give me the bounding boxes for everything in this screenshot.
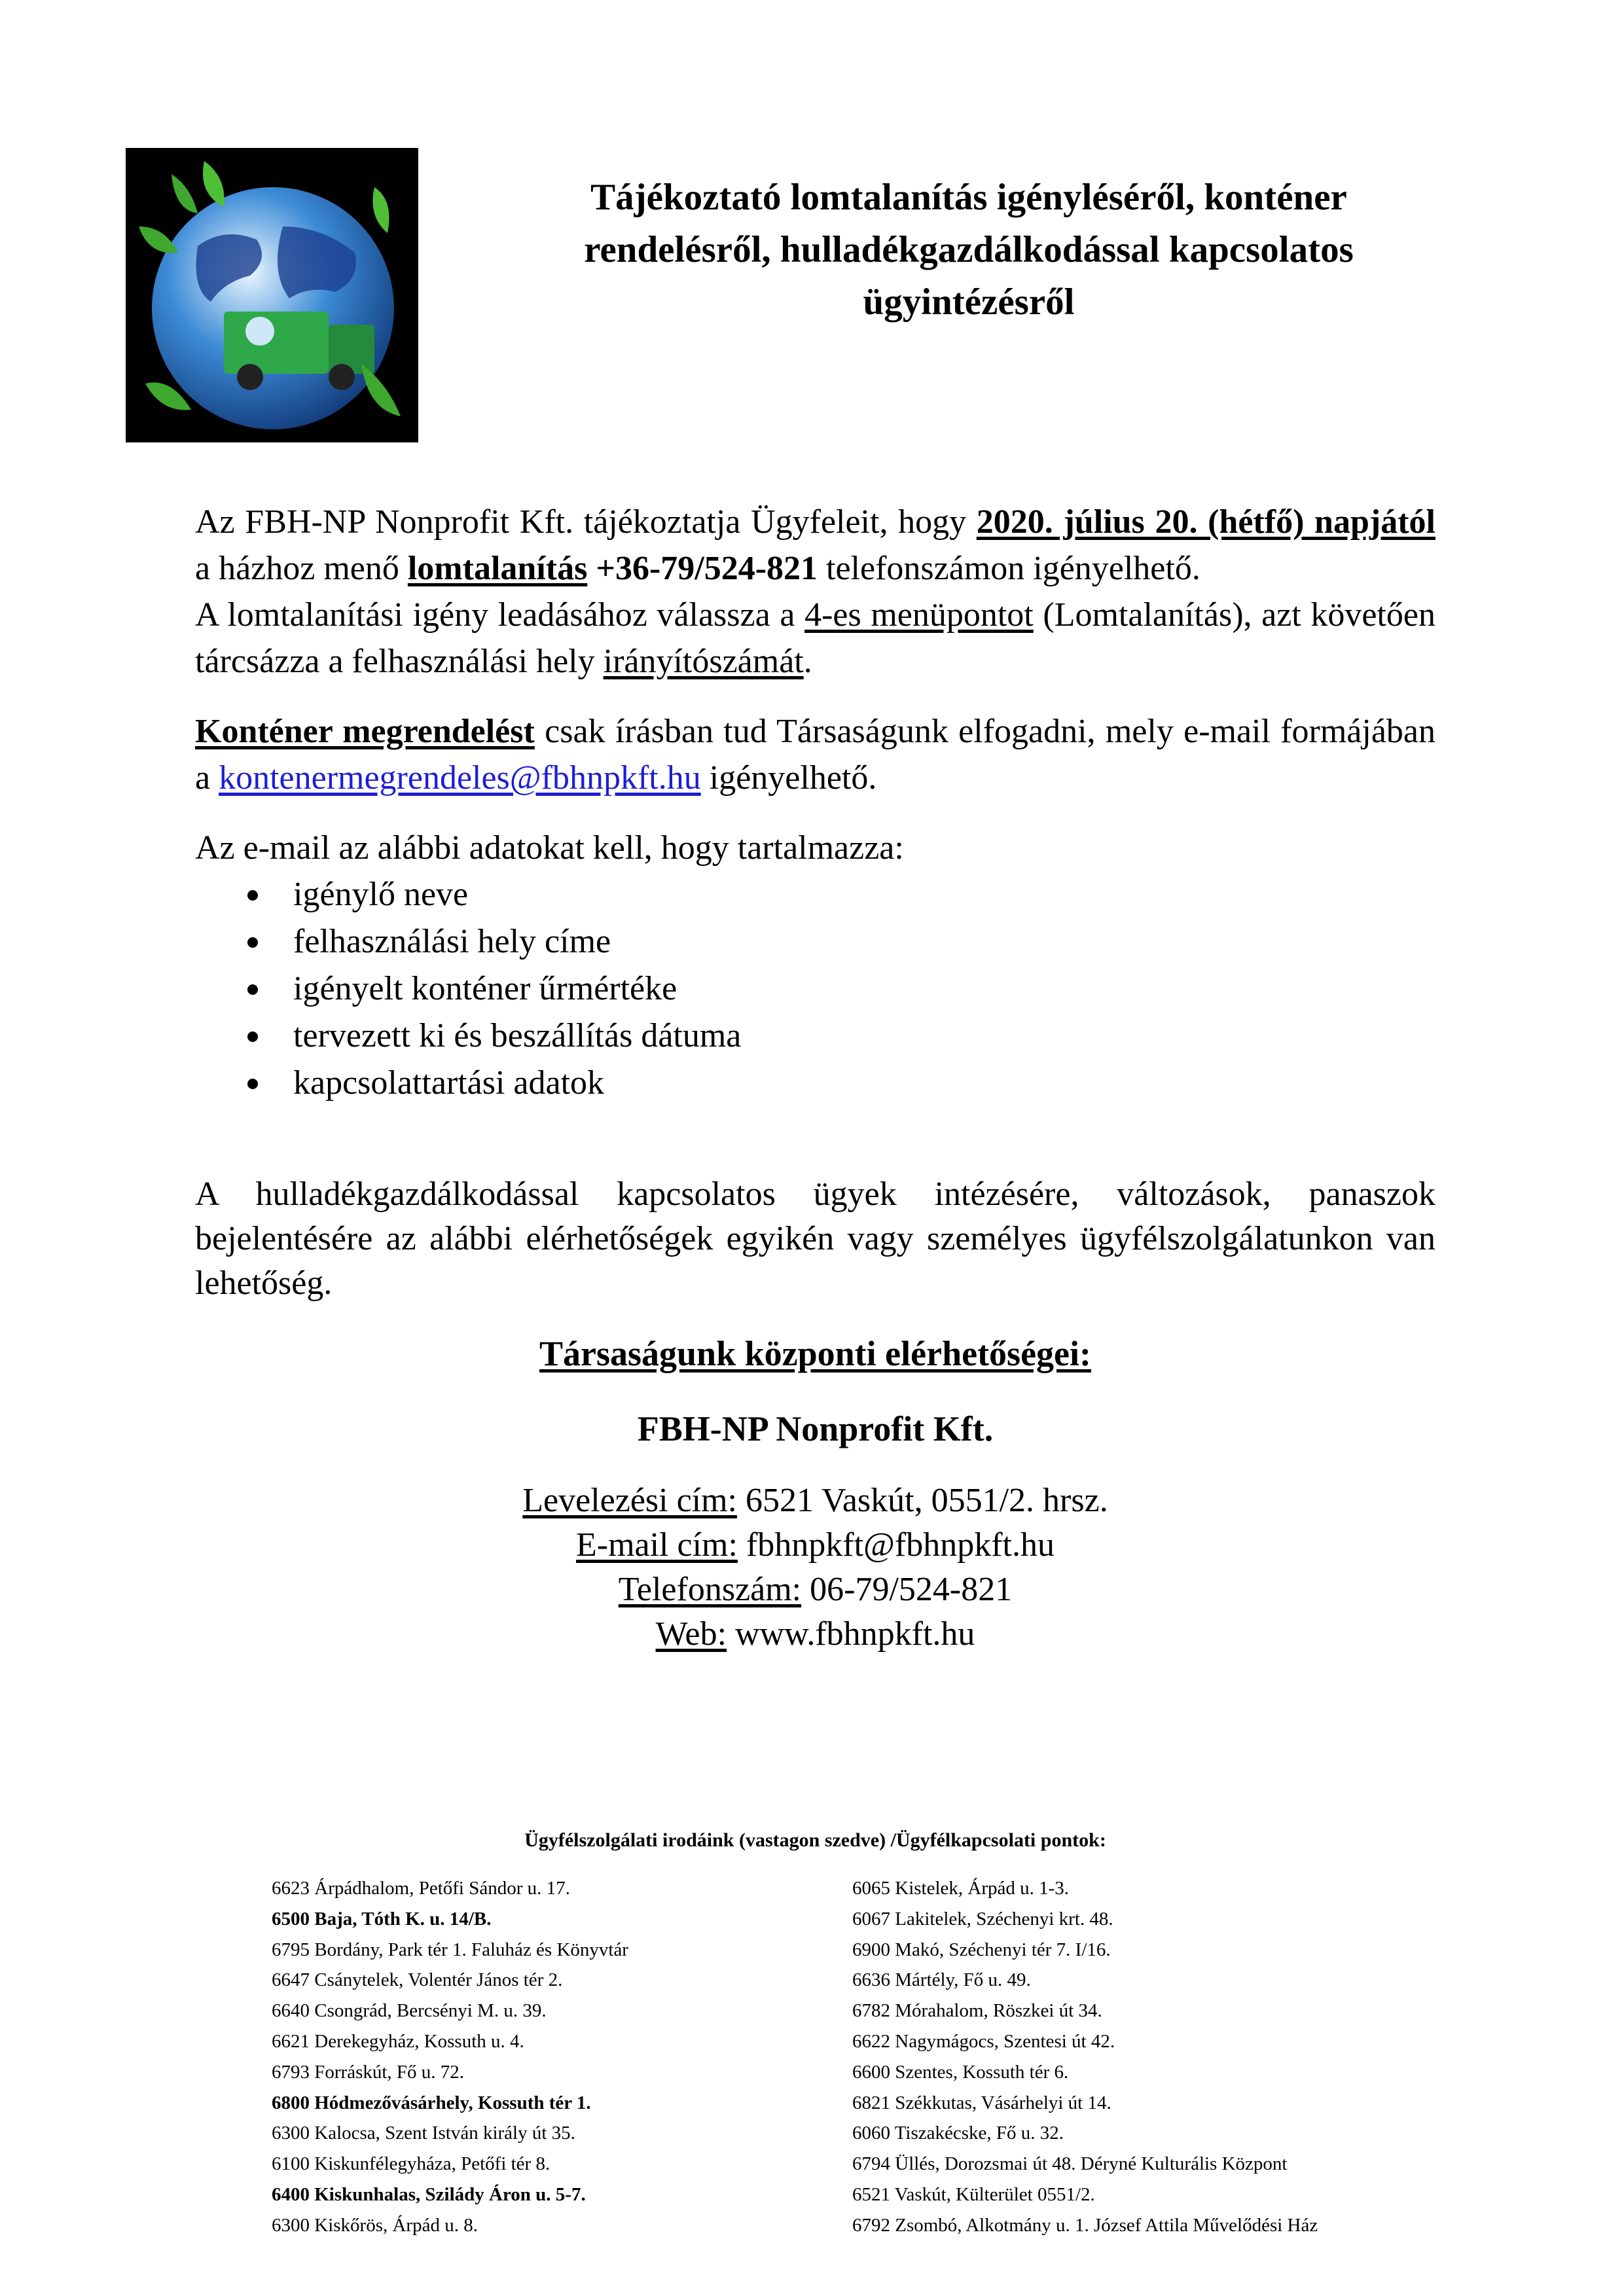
list-item: igénylő neve [247, 871, 1435, 918]
intro-text: telefonszámon igényelhető. [818, 550, 1200, 587]
zip-code-text: irányítószámát [603, 643, 804, 680]
title-line-3: ügyintézésről [863, 281, 1075, 323]
offices-right-column [852, 1873, 1474, 2241]
office-entry: 6792 Zsombó, Alkotmány u. 1. József Attila Művelődési Ház [852, 2214, 1318, 2236]
container-text: csak írásban tud Társaságunk elfogadni, mely e-mail formájában a [195, 713, 1435, 797]
menu-text: A lomtalanítási igény leadásához válassza a [195, 596, 805, 634]
office-entry: 6300 Kalocsa, Szent István király út 35. [272, 2123, 575, 2144]
postal-value: 6521 Vaskút, 0551/2. hrsz. [737, 1482, 1108, 1519]
title-line-1: Tájékoztató lomtalanítás igényléséről, konténer [590, 177, 1347, 218]
office-entry: 6647 Csánytelek, Volentér János tér 2. [272, 1969, 563, 1991]
office-entry: 6400 Kiskunhalas, Szilády Áron u. 5-7. [272, 2183, 586, 2205]
office-entry: 6623 Árpádhalom, Petőfi Sándor u. 17. [272, 1878, 570, 1899]
office-entry: 6821 Székkutas, Vásárhelyi út 14. [852, 2092, 1111, 2113]
document-title [452, 171, 1486, 329]
office-entry: 6622 Nagymágocs, Szentesi út 42. [852, 2030, 1115, 2052]
web-value[interactable]: www.fbhnpkft.hu [727, 1615, 975, 1653]
container-email-link[interactable]: kontenermegrendeles@fbhnpkft.hu [219, 759, 701, 797]
list-item: tervezett ki és beszállítás dátuma [247, 1013, 1435, 1060]
list-item: igényelt konténer űrmértéke [247, 965, 1435, 1013]
office-entry: 6060 Tiszakécske, Fő u. 32. [852, 2123, 1064, 2144]
email-requirements-list [195, 871, 1435, 1107]
list-item: kapcsolattartási adatok [247, 1060, 1435, 1107]
title-line-2: rendelésről, hulladékgazdálkodással kapcsolatos [584, 229, 1354, 270]
office-entry: 6067 Lakitelek, Széchenyi krt. 48. [852, 1908, 1113, 1929]
postal-address [195, 1479, 1435, 1523]
intro-text: Az FBH-NP Nonprofit Kft. tájékoztatja Ügyfeleit, hogy [195, 503, 977, 541]
email-value[interactable]: fbhnpkft@fbhnpkft.hu [737, 1526, 1055, 1564]
office-entry: 6300 Kiskőrös, Árpád u. 8. [272, 2214, 478, 2236]
office-entry: 6521 Vaskút, Külterület 0551/2. [852, 2183, 1095, 2205]
phone-label: Telefonszám: [618, 1571, 802, 1608]
contacts-heading [195, 1331, 1435, 1377]
office-entry: 6100 Kiskunfélegyháza, Petőfi tér 8. [272, 2153, 550, 2175]
service-name: lomtalanítás [407, 550, 588, 587]
menu-text: . [803, 643, 812, 680]
waste-management-paragraph: A hulladékgazdálkodással kapcsolatos ügyek intézésére, változások, panaszok bejelentésére az alábbi elérhetőségek egyikén vagy személyes ügyfélszolgálatunkon van lehetőség. [195, 1175, 1435, 1302]
main-content [195, 499, 1435, 1657]
contact-web [195, 1612, 1435, 1657]
contact-email [195, 1523, 1435, 1568]
email-label: E-mail cím: [576, 1526, 738, 1564]
menu-text: (Lomtalanítás), azt követően tárcsázza a felhasználási hely [195, 596, 1436, 680]
intro-paragraph [195, 499, 1435, 592]
phone-value: 06-79/524-821 [801, 1571, 1013, 1608]
office-entry: 6500 Baja, Tóth K. u. 14/B. [272, 1908, 492, 1929]
office-entry: 6065 Kistelek, Árpád u. 1-3. [852, 1878, 1070, 1899]
company-logo [126, 148, 418, 442]
office-entry: 6782 Mórahalom, Röszkei út 34. [852, 2000, 1102, 2022]
container-order-heading: Konténer megrendelést [195, 713, 535, 750]
intro-text [587, 550, 596, 587]
container-paragraph [195, 708, 1435, 801]
office-entry: 6621 Derekegyház, Kossuth u. 4. [272, 2030, 524, 2052]
office-entry: 6640 Csongrád, Bercsényi M. u. 39. [272, 2000, 547, 2022]
office-entry: 6794 Üllés, Dorozsmai út 48. Déryné Kulturális Központ [852, 2153, 1288, 2175]
email-requirements-intro: Az e-mail az alábbi adatokat kell, hogy tartalmazza: [195, 829, 904, 867]
office-entry: 6636 Mártély, Fő u. 49. [852, 1969, 1031, 1991]
intro-text: a házhoz menő [195, 550, 408, 587]
postal-label: Levelezési cím: [522, 1482, 737, 1519]
menu-paragraph [195, 592, 1435, 685]
web-label: Web: [655, 1615, 727, 1653]
list-item: felhasználási hely címe [247, 918, 1435, 965]
globe-with-garbage-truck-icon [126, 148, 418, 442]
offices-left-column [272, 1873, 848, 2241]
contacts-heading-text: Társaságunk központi elérhetőségei: [539, 1334, 1091, 1373]
menu-option: 4-es menüpontot [804, 596, 1034, 634]
offices-title: Ügyfélszolgálati irodáink (vastagon szedve) /Ügyfélkapcsolati pontok: [524, 1829, 1106, 1851]
company-name: FBH-NP Nonprofit Kft. [637, 1409, 994, 1448]
container-text: igényelhető. [700, 759, 877, 797]
office-entry: 6800 Hódmezővásárhely, Kossuth tér 1. [272, 2092, 591, 2113]
office-entry: 6900 Makó, Széchenyi tér 7. I/16. [852, 1939, 1111, 1960]
service-phone: +36-79/524-821 [596, 550, 818, 587]
office-entry: 6795 Bordány, Park tér 1. Faluház és Könyvtár [272, 1939, 628, 1960]
office-entry: 6600 Szentes, Kossuth tér 6. [852, 2061, 1069, 2083]
office-entry: 6793 Forráskút, Fő u. 72. [272, 2061, 465, 2083]
contact-phone [195, 1568, 1435, 1612]
start-date: 2020. július 20. (hétfő) napjától [976, 503, 1435, 541]
